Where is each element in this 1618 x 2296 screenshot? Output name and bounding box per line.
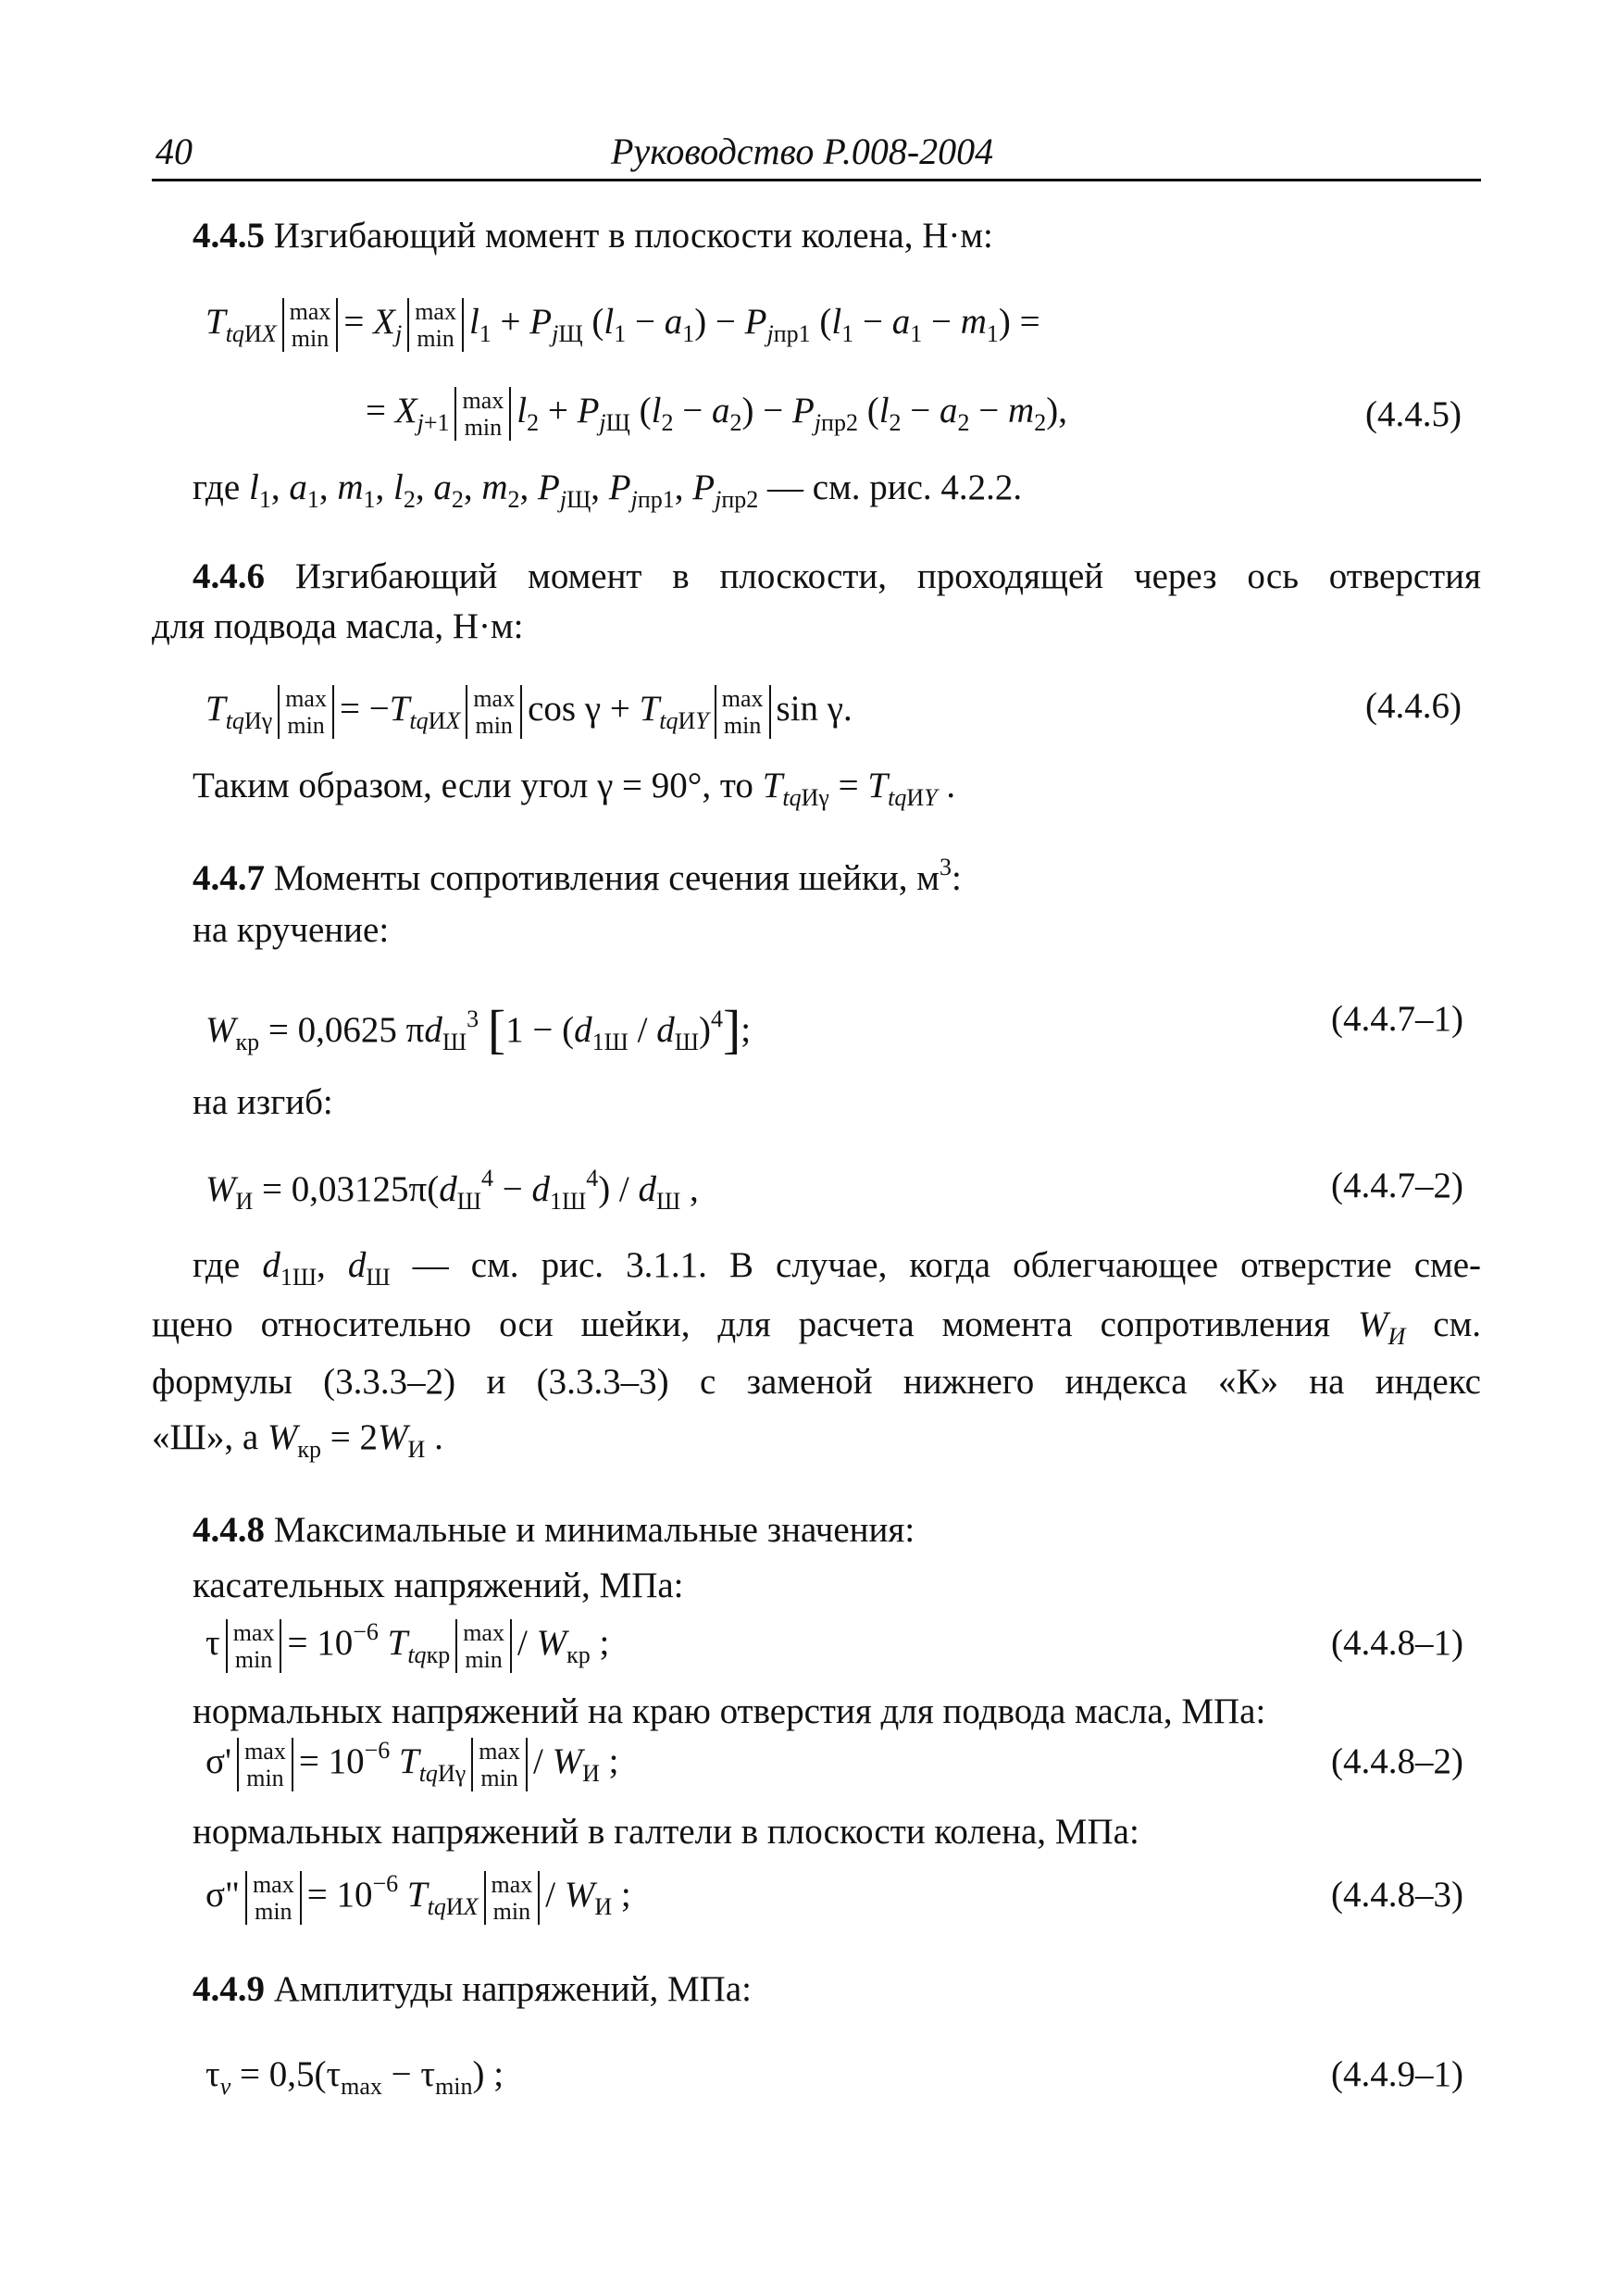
max-min-bracket: max min <box>237 1738 293 1791</box>
running-title: Руководство Р.008-2004 <box>611 131 994 172</box>
max-min-bracket: max min <box>407 298 464 352</box>
max-min-bracket: max min <box>454 387 511 441</box>
max-min-bracket: max min <box>715 685 771 739</box>
section-4-4-7-heading: 4.4.7 Моменты сопротивления сечения шейки, $м^3$: <box>193 854 962 898</box>
max-min-bracket: max min <box>226 1619 282 1673</box>
formula-4-4-5-where: где $l_1$, $a_1$, $m_1$, $l_2$, $a_2$, $m_2$, $P_{jЩ}$, $P_{jпр1}$, $P_{jпр2}$ — см. рис. 4.2.2. <box>193 468 1023 513</box>
section-4-4-7-note-line1: где $d_{1Ш}$, $d_Ш$ — см. рис. 3.1.1. В случае, когда облегчающее отверстие сме- <box>193 1245 1482 1291</box>
max-min-bracket: max min <box>455 1619 512 1673</box>
formula-4-4-8-2: σ' max min = $10^{-6}$ $T_{tqИ\gamma}$ max min / $W_И$ ; <box>205 1737 619 1792</box>
formula-4-4-5-line1: $T_{tqИX}$ max min = $X_j$ max min $l_1 + P_{jЩ}$ $(l_1 - a_1) - P_{jпр1}$ $(l_1 - a_1 - m_1)$ = <box>205 298 1040 352</box>
section-4-4-7-note-line2: щено относительно оси шейки, для расчета момента сопротивления $W_И$ см. <box>152 1304 1482 1350</box>
formula-4-4-9-1: $\tau_v = 0,5(\tau_{max} - \tau_{min})$ ; <box>205 2054 504 2100</box>
section-number: 4.4.5 <box>193 216 265 256</box>
max-min-bracket: max min <box>245 1871 302 1925</box>
max-min-bracket: max min <box>282 298 339 352</box>
equation-number: (4.4.9–1) <box>1331 2054 1463 2094</box>
equation-number: (4.4.8–1) <box>1331 1623 1463 1663</box>
formula-4-4-8-3: σ" max min = $10^{-6}$ $T_{tqИX}$ max min / $W_И$ ; <box>205 1870 631 1926</box>
equation-number: (4.4.7–2) <box>1331 1166 1463 1205</box>
equation-number: (4.4.8–2) <box>1331 1741 1463 1781</box>
section-4-4-8-heading: 4.4.8 Максимальные и минимальные значения: <box>193 1510 915 1550</box>
torsion-label: на кручение: <box>193 910 390 950</box>
page-number: 40 <box>156 131 193 172</box>
section-text: Изгибающий момент в плоскости колена, Н·м: <box>265 216 993 256</box>
equation-number: (4.4.5) <box>1365 394 1462 434</box>
tangential-label: касательных напряжений, МПа: <box>193 1566 684 1605</box>
max-min-bracket: max min <box>471 1738 528 1791</box>
section-4-4-7-note-line4: «Ш», а $W_{кр} = 2W_И$ . <box>152 1417 443 1463</box>
normal-hole-label: нормальных напряжений на краю отверстия для подвода масла, МПа: <box>193 1691 1266 1731</box>
max-min-bracket: max min <box>278 685 334 739</box>
formula-4-4-8-1: τ max min = $10^{-6}$ $T_{tqкр}$ max min / $W_{кр}$ ; <box>205 1618 610 1674</box>
equation-number: (4.4.6) <box>1365 686 1462 726</box>
section-4-4-6-note: Таким образом, если угол γ = 90°, то $T_{tqИ\gamma} = T_{tqИY}$ . <box>193 766 956 811</box>
max-min-bracket: max min <box>484 1871 541 1925</box>
bending-label: на изгиб: <box>193 1082 333 1122</box>
formula-4-4-6: $T_{tqИ\gamma}$ max min = $-T_{tqИX}$ max min $\cos \gamma + T_{tqИY}$ max min sin γ. <box>205 685 853 739</box>
section-4-4-7-note-line3: формулы (3.3.3–2) и (3.3.3–3) с заменой нижнего индекса «К» на индекс <box>152 1362 1481 1402</box>
section-4-4-6-heading-line1: 4.4.6 Изгибающий момент в плоскости, проходящей через ось отверстия <box>193 556 1481 596</box>
formula-4-4-5-line2: = $X_{j+1}$ max min $l_2 + P_{jЩ}$ $(l_2 - a_2) - P_{jпр2}$ $(l_2 - a_2 - m_2)$, <box>366 387 1067 441</box>
section-4-4-6-heading-line2: для подвода масла, Н·м: <box>152 606 524 646</box>
max-min-bracket: max min <box>466 685 522 739</box>
section-4-4-9-heading: 4.4.9 Амплитуды напряжений, МПа: <box>193 1969 752 2009</box>
formula-4-4-7-2: $W_И = 0,03125\pi(d_Ш^4 - d_{1Ш}^4) / d_Ш$ , <box>205 1165 699 1215</box>
normal-fillet-label: нормальных напряжений в галтели в плоскости колена, МПа: <box>193 1812 1139 1852</box>
header-rule <box>152 179 1481 181</box>
section-4-4-5-heading <box>193 215 993 256</box>
equation-number: (4.4.7–1) <box>1331 999 1463 1039</box>
equation-number: (4.4.8–3) <box>1331 1875 1463 1915</box>
formula-4-4-7-1: $W_{кр} = 0,0625$ $\pi d_Ш^3$ $[1 - (d_{1Ш} / d_Ш)^4]$; <box>205 999 752 1059</box>
